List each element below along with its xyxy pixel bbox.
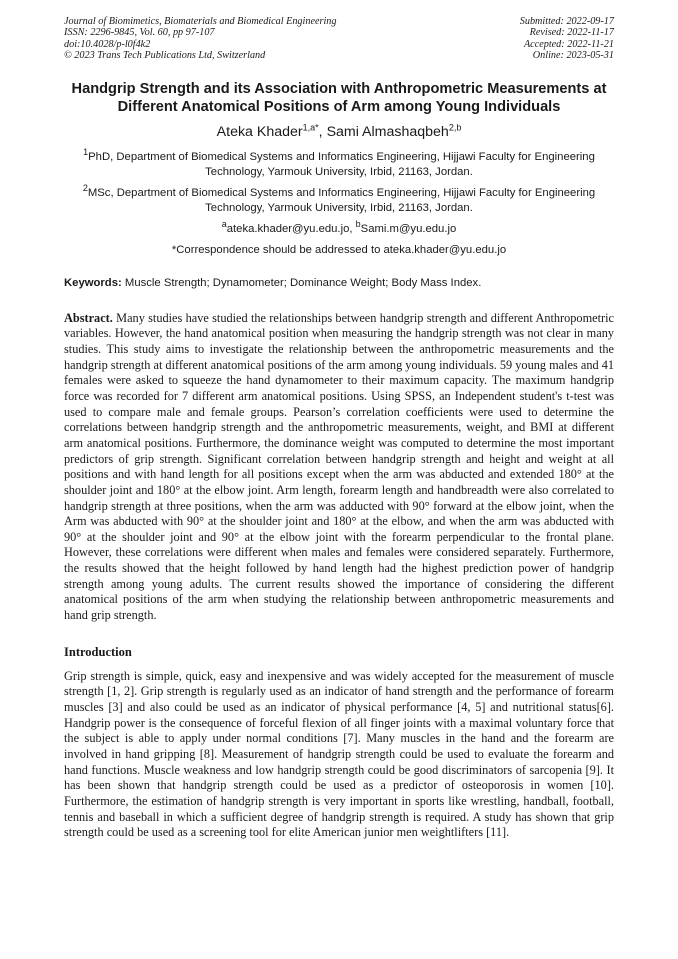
email-b-link[interactable]: Sami.m@yu.edu.jo — [360, 222, 457, 235]
author-1-superscript: 1,a* — [302, 121, 319, 132]
paper-title: Handgrip Strength and its Association with Anthropometric Measurements at Different Anatomical Positions of Arm among Young Individuals — [71, 80, 607, 116]
author-list — [64, 123, 614, 141]
journal-info — [64, 16, 336, 62]
affiliation-1-text: PhD, Department of Biomedical Systems and Informatics Engineering, Hijjawi Faculty for Engineering Technology, Yarmouk University, Irbid, 21163, Jordan. — [88, 150, 595, 178]
affiliation-1-superscript: 1 — [83, 146, 89, 157]
email-a-link[interactable]: ateka.khader@yu.edu.jo — [226, 222, 350, 235]
author-emails — [64, 218, 614, 237]
email-separator: , — [349, 222, 356, 235]
date-submitted: Submitted: 2022-09-17 — [519, 16, 614, 27]
affiliation-2 — [64, 182, 614, 216]
keywords-text: Muscle Strength; Dynamometer; Dominance Weight; Body Mass Index. — [121, 276, 482, 289]
affiliation-2-superscript: 2 — [82, 182, 88, 193]
affiliation-2-text: MSc, Department of Biomedical Systems and Informatics Engineering, Hijjawi Faculty for Engineering Technology, Yarmouk University, Irbid, 21163, Jordan. — [87, 186, 596, 214]
author-1-name: Ateka Khader — [216, 123, 303, 140]
keywords — [64, 276, 614, 291]
email-a-superscript: a — [221, 218, 227, 229]
abstract-label: Abstract. — [64, 310, 113, 325]
author-2-name: Sami Almashaqbeh — [326, 123, 449, 140]
journal-header — [64, 16, 614, 62]
journal-copyright: © 2023 Trans Tech Publications Ltd, Switzerland — [64, 50, 266, 62]
journal-name: Journal of Biomimetics, Biomaterials and Biomedical Engineering — [64, 16, 337, 27]
affiliation-1 — [64, 146, 614, 180]
introduction-heading: Introduction — [64, 644, 132, 659]
date-revised: Revised: 2022-11-17 — [529, 27, 614, 39]
author-separator: , — [318, 123, 327, 140]
date-online: Online: 2023-05-31 — [532, 50, 614, 62]
abstract-text: Many studies have studied the relationships between handgrip strength and different Anthropometric variables. However, the hand anatomical position when measuring the handgrip strength was not clear in many studies. This study aims to investigate the relationship between the anthropometric measurements and the handgrip strength at different anatomical positions of the arm among young individuals. 59 young males and 41 females were asked to squeeze the hand dynamometer to their maximum capacity. The maximum handgrip force was recorded for 7 different arm anatomical positions. Using SPSS, an Independent student's t-test was used to compare male and female groups. Pearson’s correlation coefficients were used to determine the correlations between handgrip strength and the anthropometric measurements, weight, and BMI at different arm anatomical positions. Furthermore, the dominance weight was computed to determine the most important predictors of grip strength. Significant correlation between handgrip strength and height and weight at all positions and with hand length for all positions except when the arm was abducted and extended 180° at the shoulder joint and 180° at the elbow joint. Arm length, forearm length and handbreadth were also correlated to handgrip strength at three positions, when the arm was adducted with 90° forward at the elbow joint, when the Arm was abducted with 90° at the shoulder joint and 180° at the elbow, and when the arm was abducted with 90° at the shoulder joint and 90° at the elbow joint with the forearm perpendicular to the frontal plane. However, these correlations were different when males and females were considered separately. Furthermore, the results showed that the height followed by hand length had the highest prediction power of handgrip strength among young adults. The current results showed the importance of considering the different anatomical positions of the arm when studying the relationship between anthropometric measurements and hand grip strength. — [64, 310, 614, 623]
paper-page — [64, 16, 614, 841]
publication-dates — [520, 16, 614, 62]
email-b-superscript: b — [355, 218, 361, 229]
journal-doi: doi:10.4028/p-l0f4k2 — [64, 38, 151, 50]
introduction-text: Grip strength is simple, quick, easy and inexpensive and was widely accepted for the measurement of muscle strength [1, 2]. Grip strength is regularly used as an indicator of hand strength and the performance of forearm muscles [3] and also could be used as an indicator of physical performance [4, 5] and nutritional status[6]. Handgrip power is the consequence of forceful flexion of all finger joints with a maximal voluntary force that the subject is able to apply under normal conditions [7]. Many muscles in the hand and the forearm are involved in hand gripping [8]. Measurement of handgrip strength could be used to evaluate the forearm and hand functions. Muscle weakness and low handgrip strength could be good discriminators of sarcopenia [9]. It has been shown that handgrip strength could be used as a predictor of osteoporosis in women [10]. Furthermore, the estimation of handgrip strength is very important in sports like wrestling, handball, football, tennis and baseball in which a sufficient degree of handgrip strength is required. A study has shown that grip strength could be used as a screening tool for elite American junior men weightlifters [11]. — [64, 668, 614, 840]
date-accepted: Accepted: 2022-11-21 — [523, 38, 614, 50]
correspondence-note: *Correspondence should be addressed to ateka.khader@yu.edu.jo — [171, 243, 507, 256]
journal-issn: ISSN: 2296-9845, Vol. 60, pp 97-107 — [64, 27, 215, 39]
abstract — [64, 311, 614, 624]
author-2-superscript: 2,b — [448, 121, 462, 132]
keywords-label: Keywords: — [64, 276, 122, 289]
